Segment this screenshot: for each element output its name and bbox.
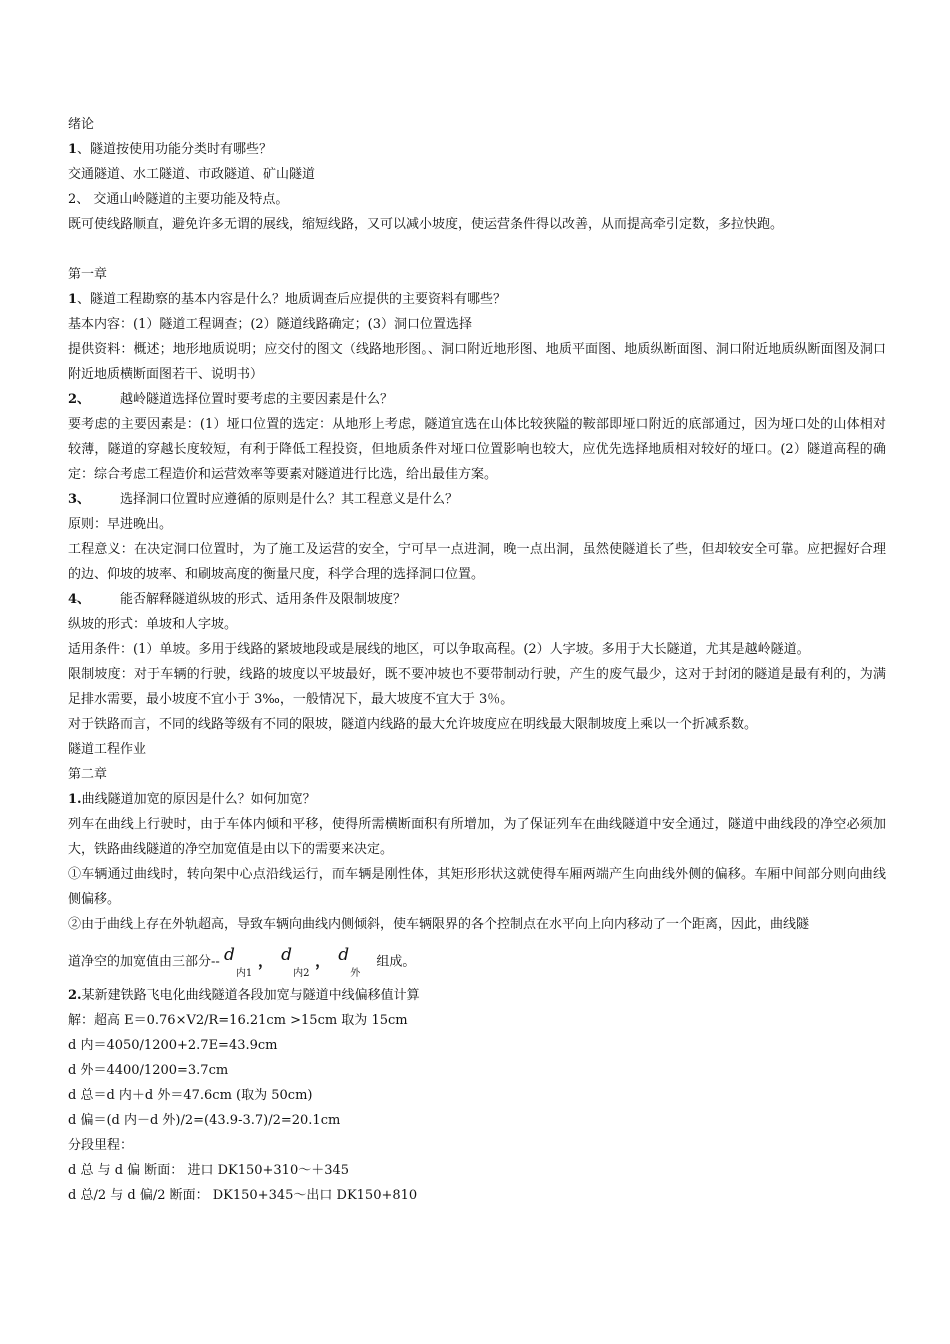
intro-question-1 (68, 137, 886, 162)
intro-answer-1: 交通隧道、水工隧道、市政隧道、矿山隧道 (68, 167, 316, 182)
ch1-answer-1a: 基本内容：(1）隧道工程调查；(2）隧道线路确定；(3）洞口位置选择 (68, 317, 473, 332)
ch2-answer-1b: ①车辆通过曲线时，转向架中心点沿线运行，而车辆是刚性体，其矩形形状这就使得车厢两端产生向曲线外侧的偏移。车厢中间部分则向曲线侧偏移。 (68, 867, 886, 907)
question-text: 曲线隧道加宽的原因是什么？如何加宽？ (81, 792, 316, 807)
segment-line-2: d 总/2 与 d 偏/2 断面： DK150+345～出口 DK150+810 (68, 1188, 418, 1203)
question-text: 、隧道按使用功能分类时有哪些？ (77, 142, 273, 157)
chapter2-heading: 第二章 (68, 767, 108, 782)
ch1-answer-4d: 对于铁路而言，不同的线路等级有不同的限坡，隧道内线路的最大允许坡度应在明线最大限制坡度上乘以一个折减系数。 (68, 717, 758, 732)
document-page (68, 112, 886, 1208)
question-text: 越岭隧道选择位置时要考虑的主要因素是什么？ (120, 392, 394, 407)
question-number: 1 (68, 292, 78, 307)
ch1-answer-4c: 限制坡度：对于车辆的行驶，线路的坡度以平坡最好，既不要冲坡也不要带制动行驶，产生的废气最少，这对于封闭的隧道是最有利的，为满足排水需要，最小坡度不宜小于 3‰，一般情况下，最大坡度不宜大于 3％。 (68, 667, 886, 707)
calc-line-1: 解：超高 E＝0.76×V2/R=16.21cm >15cm 取为 15cm (68, 1013, 408, 1028)
ch2-answer-1c: ②由于曲线上存在外轨超高，导致车辆向曲线内侧倾斜，使车辆限界的各个控制点在水平向上向内移动了一个距离，因此，曲线隧 (68, 917, 810, 932)
question-text: 选择洞口位置时应遵循的原则是什么？其工程意义是什么？ (120, 492, 459, 507)
assignment-title: 隧道工程作业 (68, 742, 147, 757)
calc-line-4: d 总＝d 内＋d 外＝47.6cm (取为 50cm) (68, 1088, 313, 1103)
question-number: 1. (68, 792, 82, 807)
formula-d-inner1: d 内1 (223, 945, 253, 979)
ch2-answer-1-formula (68, 947, 886, 983)
question-number: 4、 (68, 592, 91, 607)
question-number: 2. (68, 988, 82, 1003)
spacer (68, 237, 886, 262)
question-text: 、隧道工程勘察的基本内容是什么？地质调查后应提供的主要资料有哪些？ (77, 292, 507, 307)
ch1-question-3 (68, 487, 886, 512)
formula-comma: ， (315, 951, 331, 970)
formula-d-inner2: d 内2 (281, 945, 310, 979)
intro-question-2: 2、 交通山岭隧道的主要功能及特点。 (68, 192, 289, 207)
ch1-answer-4a: 纵坡的形式：单坡和人字坡。 (68, 617, 238, 632)
calc-line-5: d 偏＝(d 内－d 外)/2=(43.9-3.7)/2=20.1cm (68, 1113, 341, 1128)
chapter1-heading: 第一章 (68, 267, 108, 282)
intro-heading: 绪论 (68, 117, 95, 132)
ch1-question-4 (68, 587, 886, 612)
question-number: 2、 (68, 392, 91, 407)
ch1-answer-3a: 原则：早进晚出。 (68, 517, 173, 532)
formula-suffix: 组成。 (376, 954, 416, 970)
calc-line-2: d 内＝4050/1200+2.7E=43.9cm (68, 1038, 278, 1053)
question-number: 1 (68, 142, 78, 157)
calc-line-3: d 外＝4400/1200=3.7cm (68, 1063, 229, 1078)
ch1-question-2 (68, 387, 886, 412)
ch1-answer-1b: 提供资料：概述；地形地质说明；应交付的图文（线路地形图。、洞口附近地形图、地质平面图、地质纵断面图、洞口附近地质纵断面图及洞口附近地质横断面图若干、说明书） (68, 342, 886, 382)
question-text: 能否解释隧道纵坡的形式、适用条件及限制坡度？ (120, 592, 407, 607)
ch2-question-2 (68, 983, 886, 1008)
question-text: 某新建铁路飞电化曲线隧道各段加宽与隧道中线偏移值计算 (81, 988, 420, 1003)
formula-d-outer: d 外 (338, 945, 361, 979)
formula-comma: ， (257, 951, 273, 970)
ch1-question-1 (68, 287, 886, 312)
ch1-answer-4b: 适用条件：(1）单坡。多用于线路的紧坡地段或是展线的地区，可以争取高程。(2）人字坡。多用于大长隧道，尤其是越岭隧道。 (68, 642, 810, 657)
ch2-question-1 (68, 787, 886, 812)
formula-prefix: 道净空的加宽值由三部分-- (68, 954, 220, 970)
intro-answer-2: 既可使线路顺直，避免许多无谓的展线，缩短线路，又可以减小坡度，使运营条件得以改善，从而提高牵引定数，多拉快跑。 (68, 217, 784, 232)
question-number: 3、 (68, 492, 91, 507)
ch1-answer-2: 要考虑的主要因素是：(1）垭口位置的选定：从地形上考虑，隧道宜选在山体比较狭隘的鞍部即垭口附近的底部通过，因为垭口处的山体相对较薄，隧道的穿越长度较短，有利于降低工程投资，但地质条件对垭口位置影响也较大，应优先选择地质相对较好的垭口。(2）隧道高程的确定：综合考虑工程造价和运营效率等要素对隧道进行比选，给出最佳方案。 (68, 417, 886, 482)
segment-title: 分段里程： (68, 1138, 134, 1153)
ch1-answer-3b: 工程意义：在决定洞口位置时，为了施工及运营的安全，宁可早一点进洞，晚一点出洞，虽然使隧道长了些，但却较安全可靠。应把握好合理的边、仰坡的坡率、和刷坡高度的衡量尺度，科学合理的选择洞口位置。 (68, 542, 886, 582)
ch2-answer-1a: 列车在曲线上行驶时，由于车体内倾和平移，使得所需横断面积有所增加，为了保证列车在曲线隧道中安全通过，隧道中曲线段的净空必须加大，铁路曲线隧道的净空加宽值是由以下的需要来决定。 (68, 817, 886, 857)
segment-line-1: d 总 与 d 偏 断面： 进口 DK150+310～＋345 (68, 1163, 350, 1178)
